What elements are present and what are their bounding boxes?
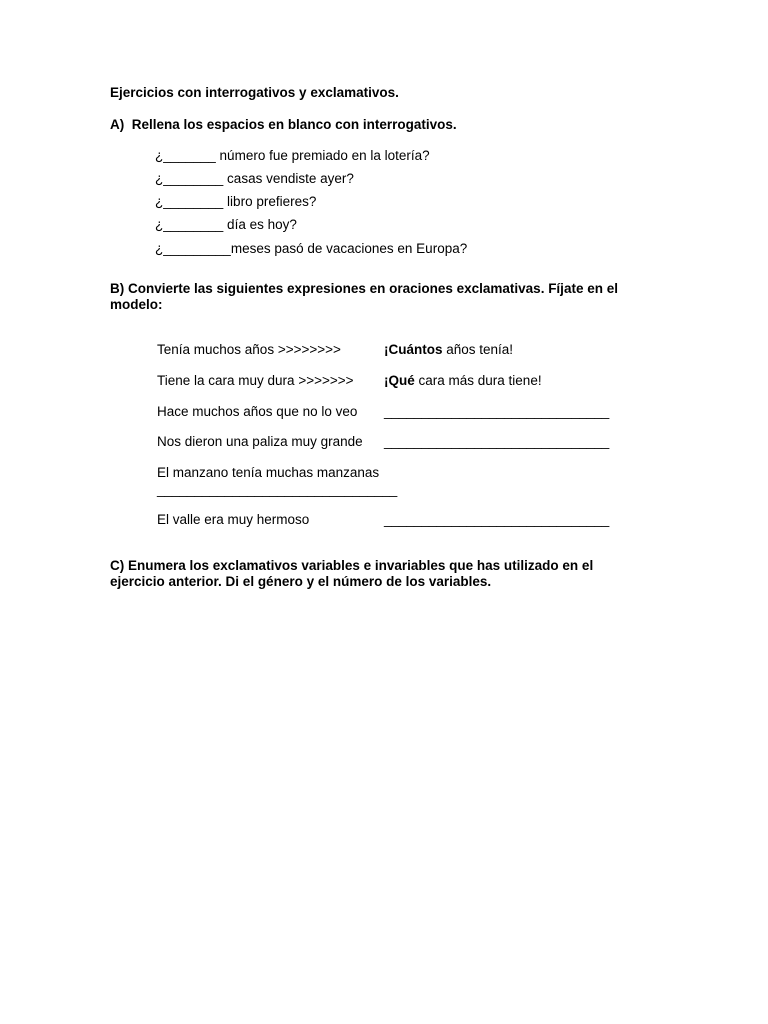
model-exclamative-word: ¡Qué (384, 373, 415, 388)
section-b-heading-line1: B) Convierte las siguientes expresiones en oraciones exclamativas. Fíjate en el (110, 281, 618, 296)
model-exclamative-rest: cara más dura tiene! (414, 373, 542, 388)
section-c-heading-line1: C) Enumera los exclamativos variables e invariables que has utilizado en el (110, 558, 594, 573)
section-b-row-6-left: El valle era muy hermoso (157, 512, 310, 527)
section-c-heading-line2: ejercicio anterior. Di el género y el número de los variables. (110, 574, 492, 589)
section-b-row-3-blank: ______________________________ (384, 404, 610, 419)
section-a-heading: A) Rellena los espacios en blanco con interrogativos. (110, 117, 457, 132)
section-a-item-2: ¿________ casas vendiste ayer? (155, 171, 354, 186)
section-b-row-5-blank: ________________________________ (157, 482, 398, 497)
section-b-row-2-left: Tiene la cara muy dura >>>>>>> (157, 373, 354, 388)
section-b-row-4-left: Nos dieron una paliza muy grande (157, 434, 363, 449)
section-b-row-1-right (384, 342, 513, 358)
section-a-item-4: ¿________ día es hoy? (155, 217, 297, 232)
section-b-heading-line2: modelo: (110, 297, 163, 312)
section-b-row-2-right (384, 373, 542, 389)
section-b-row-1-left: Tenía muchos años >>>>>>>> (157, 342, 341, 357)
worksheet-title: Ejercicios con interrogativos y exclamativos. (110, 85, 399, 100)
section-a-item-5: ¿_________meses pasó de vacaciones en Europa? (155, 241, 468, 256)
section-b-row-6-blank: ______________________________ (384, 512, 610, 527)
section-a-item-3: ¿________ libro prefieres? (155, 194, 317, 209)
section-a-item-1: ¿_______ número fue premiado en la lotería? (155, 148, 430, 163)
section-b-row-3-left: Hace muchos años que no lo veo (157, 404, 358, 419)
model-exclamative-word: ¡Cuántos (384, 342, 443, 357)
section-b-row-5-left: El manzano tenía muchas manzanas (157, 465, 380, 480)
model-exclamative-rest: años tenía! (442, 342, 514, 357)
section-b-row-4-blank: ______________________________ (384, 434, 610, 449)
